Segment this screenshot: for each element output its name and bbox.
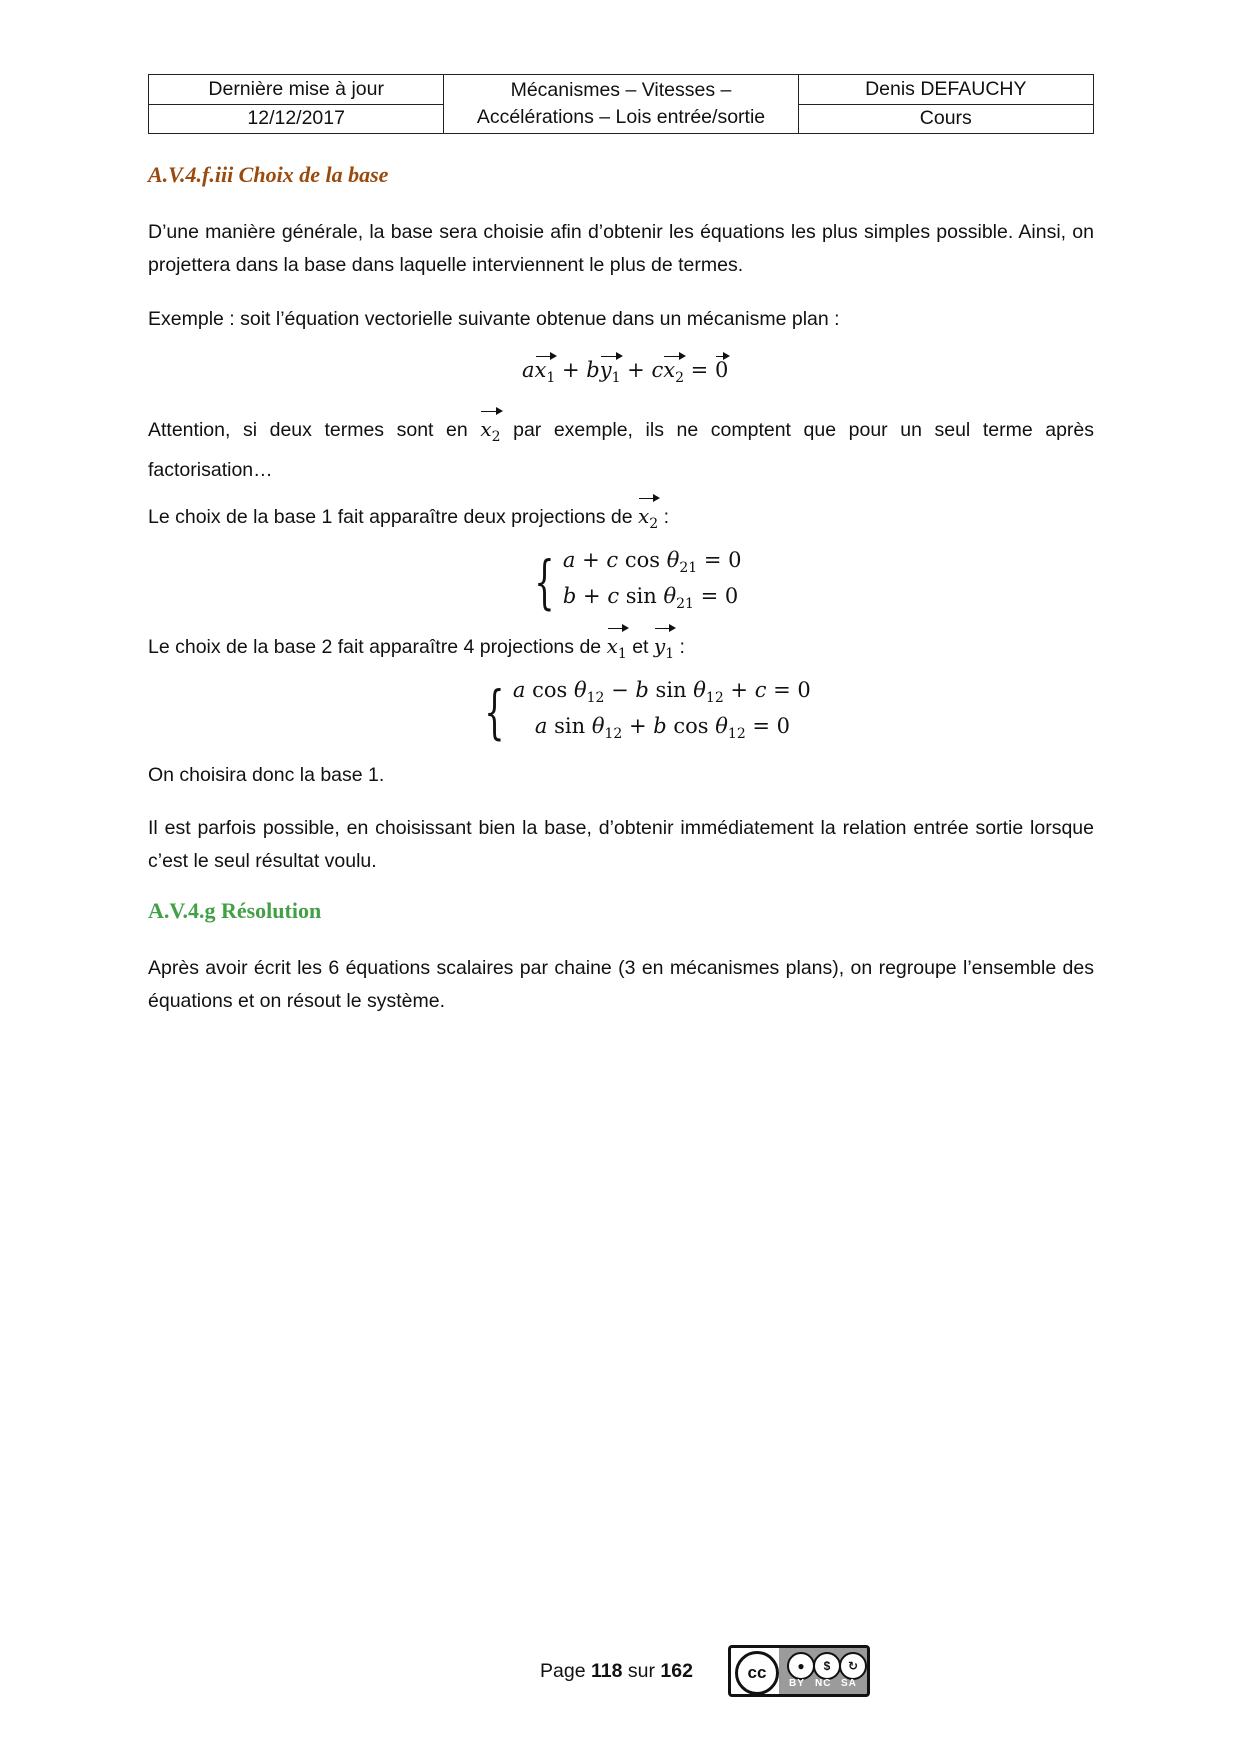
sa-icon: ↻ [839,1652,867,1680]
system-base2 [476,676,811,748]
nc-label: NC [815,1678,832,1689]
base1-text-b: : [663,506,670,528]
paragraph-resolution: Après avoir écrit les 6 équations scalaires par chaine (3 en mécanismes plans), on regroupe l’ensemble des équations et on résout le système. [148,957,1094,1012]
by-icon: ● [787,1652,815,1680]
section-heading-choix-base: A.V.4.f.iii Choix de la base [148,162,389,187]
vector-y1: $y_1$ [654,630,674,671]
paragraph-remark: Il est parfois possible, en choisissant bien la base, d’obtenir immédiatement la relation entrée sortie lorsque c’est le seul résultat voulu. [148,817,1094,872]
page-total: 162 [660,1660,693,1682]
base2-text-c: : [679,636,685,658]
of-label: sur [627,1660,655,1682]
equation-line: a $\sin \theta_{12} + b$ $\cos \theta_{12} = 0$ [534,714,791,742]
equation-line: a + c $\cos \theta_{21} = 0$ [562,548,742,576]
author: Denis DEFAUCHY [798,75,1093,105]
update-date: 12/12/2017 [149,104,444,134]
paragraph-intro: D’une manière générale, la base sera choisie afin d’obtenir les équations les plus simples possible. Ainsi, on projettera dans la base dans laquelle interviennent le plus de termes. [148,221,1094,276]
paragraph-conclusion: On choisira donc la base 1. [148,764,385,786]
cc-license-badge [728,1645,870,1697]
page-number: 118 [590,1660,623,1682]
page-label: Page [540,1660,586,1682]
vector-x2: $x_2$ [480,413,500,454]
system-brace: { [484,678,505,746]
last-update-label: Dernière mise à jour [149,75,444,105]
nc-icon: $ [813,1652,841,1680]
course-title-line2: Accélérations – Lois entrée/sortie [476,106,766,128]
course-title [444,75,798,134]
header-table [148,74,1094,134]
paragraph-attention [148,413,1094,487]
base2-text-b: et [632,636,649,658]
vector-x2: $x_2$ [638,500,658,541]
section-heading-resolution: A.V.4.g Résolution [148,898,322,923]
system-base1 [526,546,742,618]
paragraph-example: Exemple : soit l’équation vectorielle suivante obtenue dans un mécanisme plan : [148,308,840,330]
doc-type: Cours [798,104,1093,134]
attention-text-a: Attention, si deux termes sont en [148,419,468,441]
sa-label: SA [841,1678,857,1689]
page-footer [540,1660,693,1683]
by-label: BY [789,1678,805,1689]
vector-equation: $ax_1 + by_1 + cx_2 = 0$ [522,358,729,387]
base1-text-a: Le choix de la base 1 fait apparaître deux projections de [148,506,633,528]
equation-line: b + c $\sin \theta_{21} = 0$ [562,584,739,612]
paragraph-base1 [148,500,1094,541]
equation-line: a $\cos \theta_{12} - b$ $\sin \theta_{12} + c = 0$ [512,678,811,706]
course-title-line1: Mécanismes – Vitesses – [510,79,732,101]
cc-icon: cc [735,1651,779,1695]
vector-x1: $x_1$ [607,630,627,671]
system-brace: { [534,548,555,616]
attention-text-b: par exemple, ils ne comptent que pour un seul terme après factorisation… [148,419,1095,481]
paragraph-base2 [148,630,1094,671]
base2-text-a: Le choix de la base 2 fait apparaître 4 projections de [148,636,602,658]
